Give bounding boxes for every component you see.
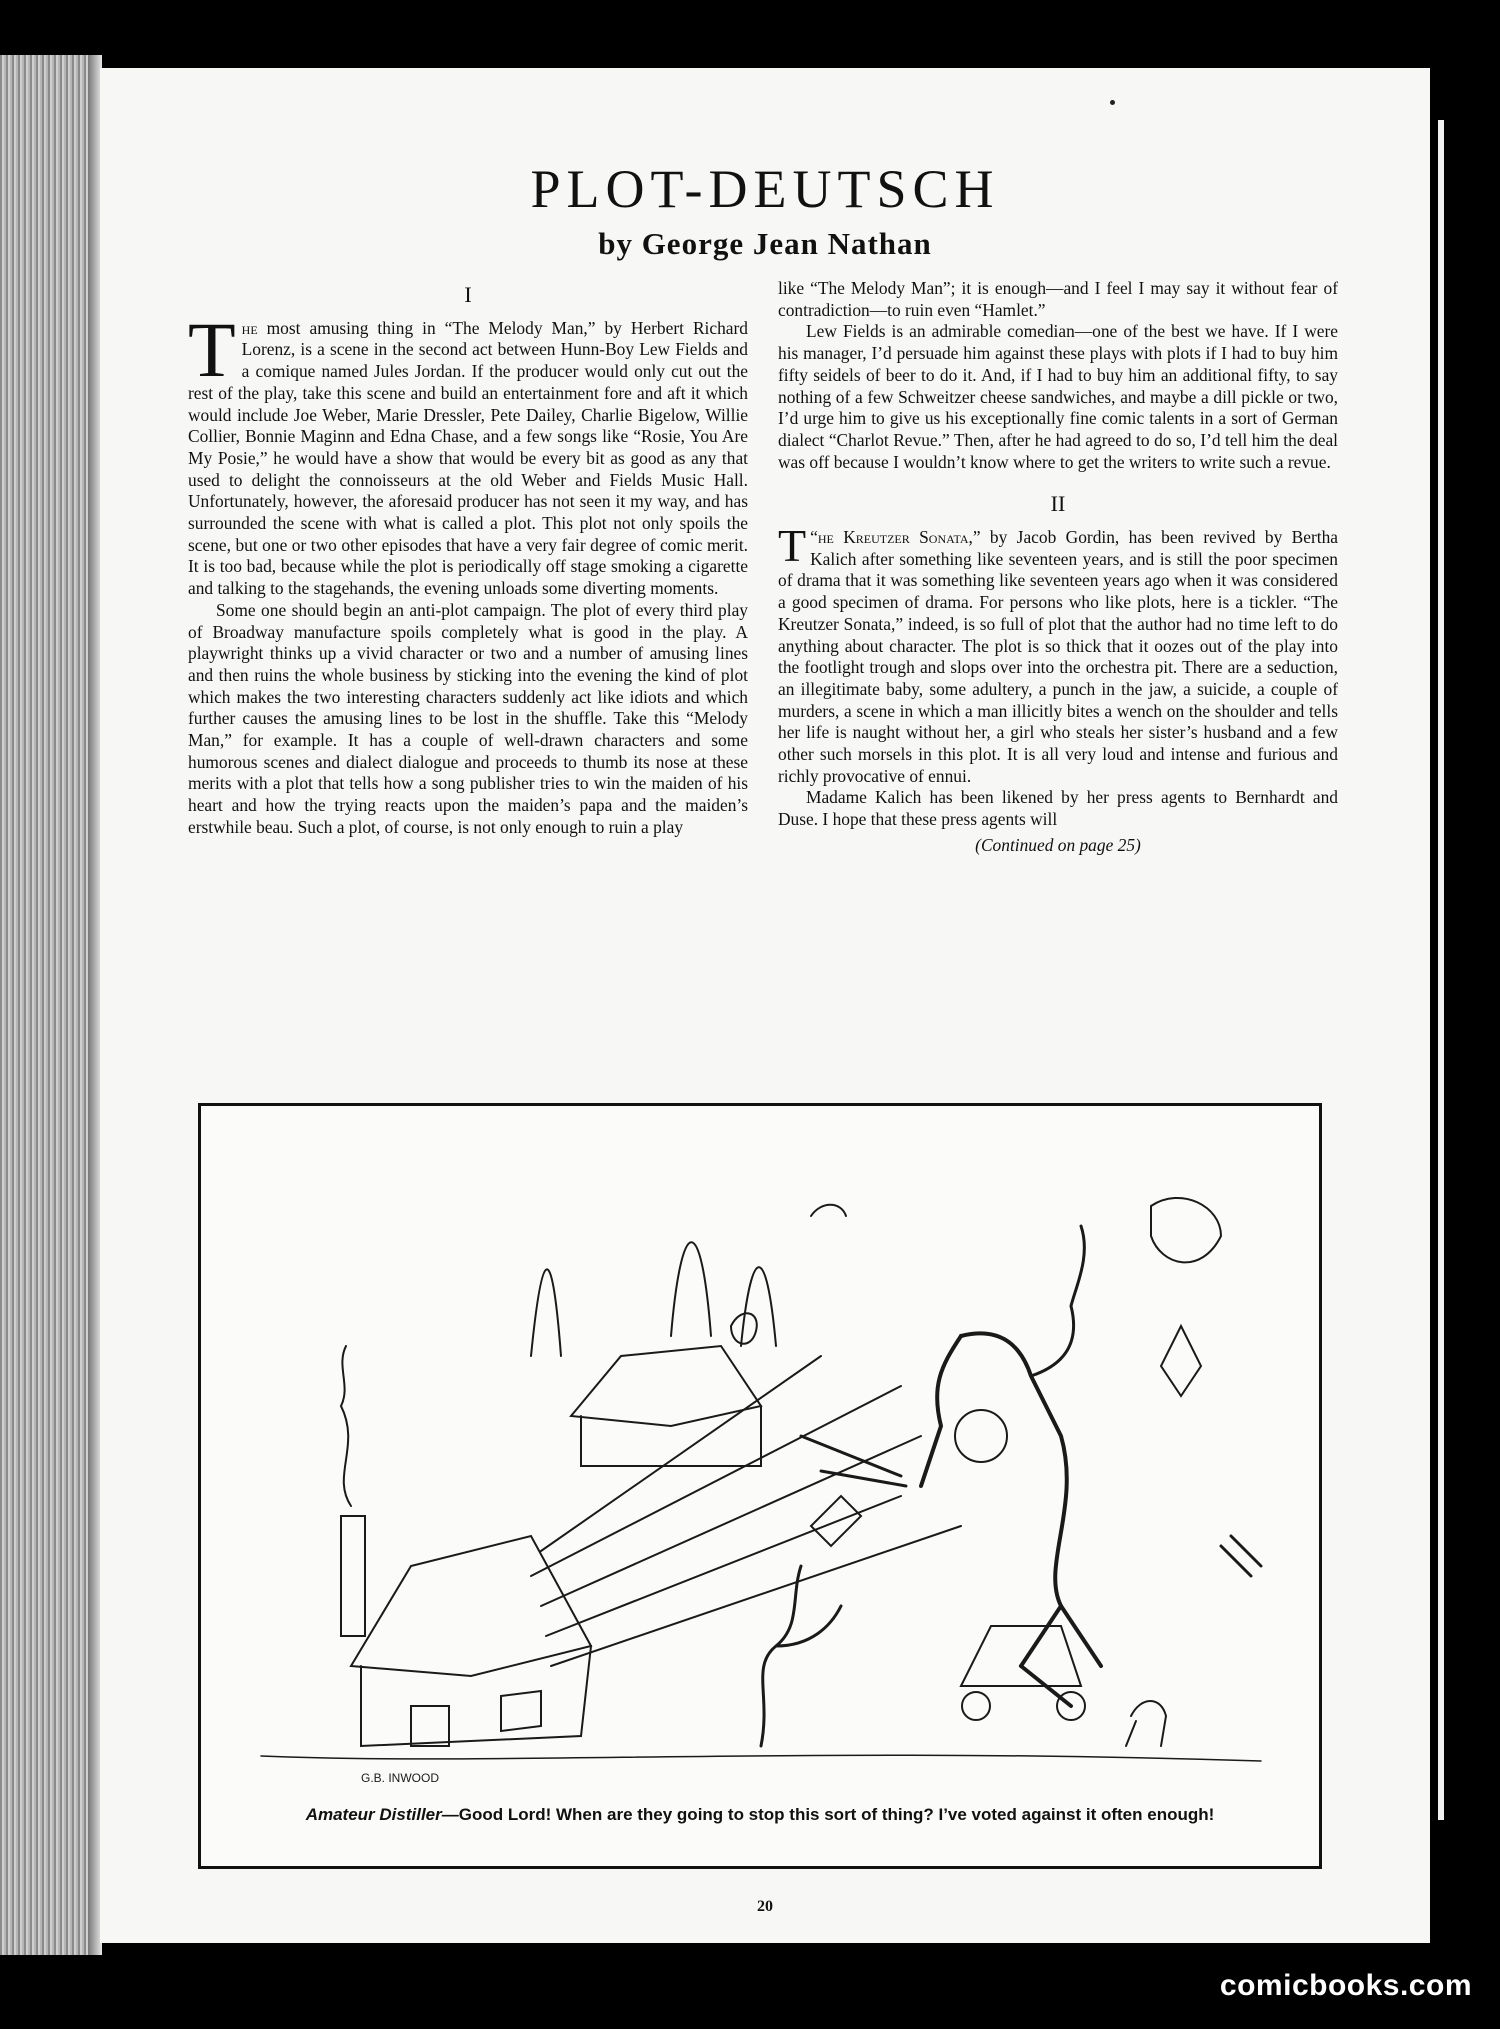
paragraph	[778, 520, 1338, 787]
paragraph: Madame Kalich has been likened by her press agents to Bernhardt and Duse. I hope that these press agents will	[778, 787, 1338, 830]
column-left	[188, 278, 748, 1148]
paragraph-text: ,” by Jacob Gordin, has been revived by Bertha Kalich after something like seventeen years, and is still the poor specimen of drama that it was something like seventeen years ago when it was considered a good specimen of drama. For persons who like plots, here is a tickler. “The Kreutzer Sonata,” indeed, is so full of plot that the author had no time left to do anything about character. The plot is so thick that it oozes out of the play into the footlight trough and slops over into the orchestra pit. There are a seduction, an illegitimate baby, some adultery, a punch in the jaw, a suicide, a couple of murders, a scene in which a man illicitly bites a wench on the shoulder and tells her life is naught without her, a girl who steals her sister’s husband and a few other such morsels in this plot. It is all very loud and intense and furious and richly provocative of ennui.	[778, 527, 1338, 786]
paragraph	[188, 305, 748, 600]
column-right	[778, 278, 1338, 1148]
cartoon-illustration	[201, 1106, 1319, 1796]
article-body	[188, 278, 1338, 1148]
small-caps-lead: he	[241, 317, 258, 338]
page-number: 20	[757, 1898, 773, 1915]
site-watermark: comicbooks.com	[1219, 1969, 1472, 2002]
caption-text: —Good Lord! When are they going to stop this sort of thing? I’ve voted against it often enough!	[441, 1805, 1215, 1824]
book-binding-edge	[0, 55, 92, 1955]
paragraph: Lew Fields is an admirable comedian—one of the best we have. If I were his manager, I’d persuade him against these plays with plots if I had to buy him fifty seidels of beer to do it. And, if I had to buy him an additional fifty, to say nothing of a few Schweitzer cheese sandwiches, and maybe a dill pickle or two, I’d urge him to give us his exceptionally fine comic talents in a sort of German dialect “Charlot Revue.” Then, after he had agreed to do so, I’d tell him the deal was off because I wouldn’t know where to get the writers to write such a revue.	[778, 321, 1338, 472]
paragraph: like “The Melody Man”; it is enough—and I feel I may say it without fear of contradiction—to ruin even “Hamlet.”	[778, 278, 1338, 320]
continued-note: (Continued on page 25)	[975, 834, 1141, 855]
section-heading-1: I	[464, 282, 472, 307]
cartoonist-signature: G.B. INWOOD	[361, 1771, 439, 1785]
article-title: PLOT-DEUTSCH	[530, 159, 1000, 219]
cartoon-panel	[198, 1103, 1322, 1869]
cartoon-caption	[201, 1804, 1319, 1826]
next-page-sliver	[1438, 120, 1444, 1820]
open-quote: “	[810, 527, 818, 548]
article-byline: by George Jean Nathan	[598, 226, 932, 261]
paragraph-text: most amusing thing in “The Melody Man,” by Herbert Richard Lorenz, is a scene in the second act between Hunn-Boy Lew Fields and a comique named Jules Jordan. If the producer would only cut out the rest of the play, take this scene and build an entertainment fore and aft it which would include Joe Weber, Marie Dressler, Pete Dailey, Charlie Bigelow, Willie Collier, Bonnie Maginn and Edna Chase, and a few songs like “Rosie, You Are My Posie,” he would have a show that would be every bit as good as any that used to delight the connoisseurs at the old Weber and Fields Music Hall. Unfortunately, however, the aforesaid producer has not seen it my way, and has surrounded the scene with what is called a plot. This plot not only spoils the scene, but one or two other episodes that have a very fair degree of comic merit. It is too bad, because while the plot is periodically off stage smoking a cigarette and talking to the stagehands, the evening unloads some diverting moments.	[188, 317, 748, 599]
ink-speck	[1110, 100, 1115, 105]
drop-cap: T	[188, 305, 236, 393]
paragraph: Some one should begin an anti-plot campaign. The plot of every third play of Broadway manufacture spoils completely what is good in the play. A playwright thinks up a vivid character or two and a number of amusing lines and then ruins the whole business by sticking into the evening the kind of plot which makes the two interesting characters suddenly act like idiots and which further causes the amusing lines to be lost in the shuffle. Take this “Melody Man,” for example. It has a couple of well-drawn characters and some humorous scenes and dialect dialogue and proceeds to thumb its nose at these merits with a plot that tells how a song publisher tries to win the maiden of his heart and how the trying reacts upon the maiden’s papa and the maiden’s erstwhile beau. Such a plot, of course, is not only enough to ruin a play	[188, 599, 748, 837]
small-caps-lead: he Kreutzer Sonata	[817, 527, 969, 548]
drop-cap: T	[778, 520, 807, 572]
section-heading-2: II	[1050, 491, 1066, 517]
magazine-page	[100, 68, 1430, 1943]
caption-speaker: Amateur Distiller	[305, 1805, 442, 1824]
